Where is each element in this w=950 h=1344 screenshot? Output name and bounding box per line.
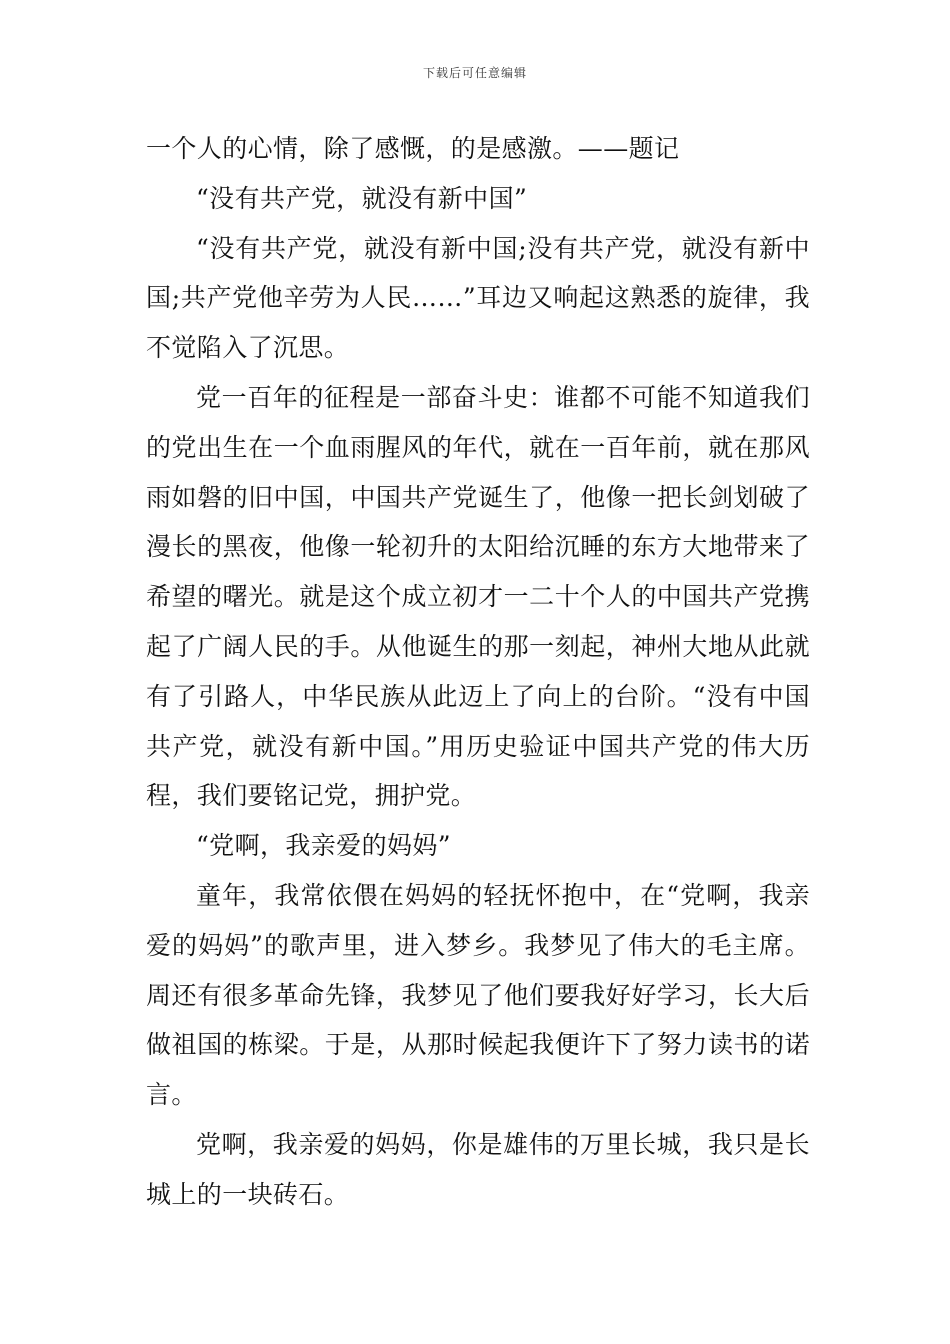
body-paragraph-2: 党一百年的征程是一部奋斗史：谁都不可能不知道我们的党出生在一个血雨腥风的年代，就在一百年前，就在那风雨如磐的旧中国，中国共产党诞生了，他像一把长剑划破了漫长的黑夜，他像一轮初升的太阳给沉睡的东方大地带来了希望的曙光。就是这个成立初才一二十个人的中国共产党携起了广阔人民的手。从他诞生的那一刻起，神州大地从此就有了引路人，中华民族从此迈上了向上的台阶。“没有中国共产党，就没有新中国。”用历史验证中国共产党的伟大历程，我们要铭记党，拥护党。 [146, 382, 810, 811]
page-header-note: 下载后可任意编辑 [422, 66, 527, 80]
epigraph-paragraph: 一个人的心情，除了感慨，的是感激。——题记 [146, 134, 680, 163]
body-paragraph-4: 党啊，我亲爱的妈妈，你是雄伟的万里长城，我只是长城上的一块砖石。 [146, 1129, 810, 1209]
section-heading-1: “没有共产党，就没有新中国” [196, 183, 528, 213]
body-paragraph-1: “没有共产党，就没有新中国;没有共产党，就没有新中国;共产党他辛劳为人民……”耳边又响起这熟悉的旋律，我不觉陷入了沉思。 [146, 233, 810, 363]
document-body [146, 124, 810, 1220]
body-paragraph-3: 童年，我常依偎在妈妈的轻抚怀抱中，在“党啊，我亲爱的妈妈”的歌声里，进入梦乡。我梦见了伟大的毛主席。周还有很多革命先锋，我梦见了他们要我好好学习，长大后做祖国的栋梁。于是，从那时候起我便许下了努力读书的诺言。 [146, 880, 810, 1110]
section-heading-2: “党啊，我亲爱的妈妈” [196, 831, 451, 861]
